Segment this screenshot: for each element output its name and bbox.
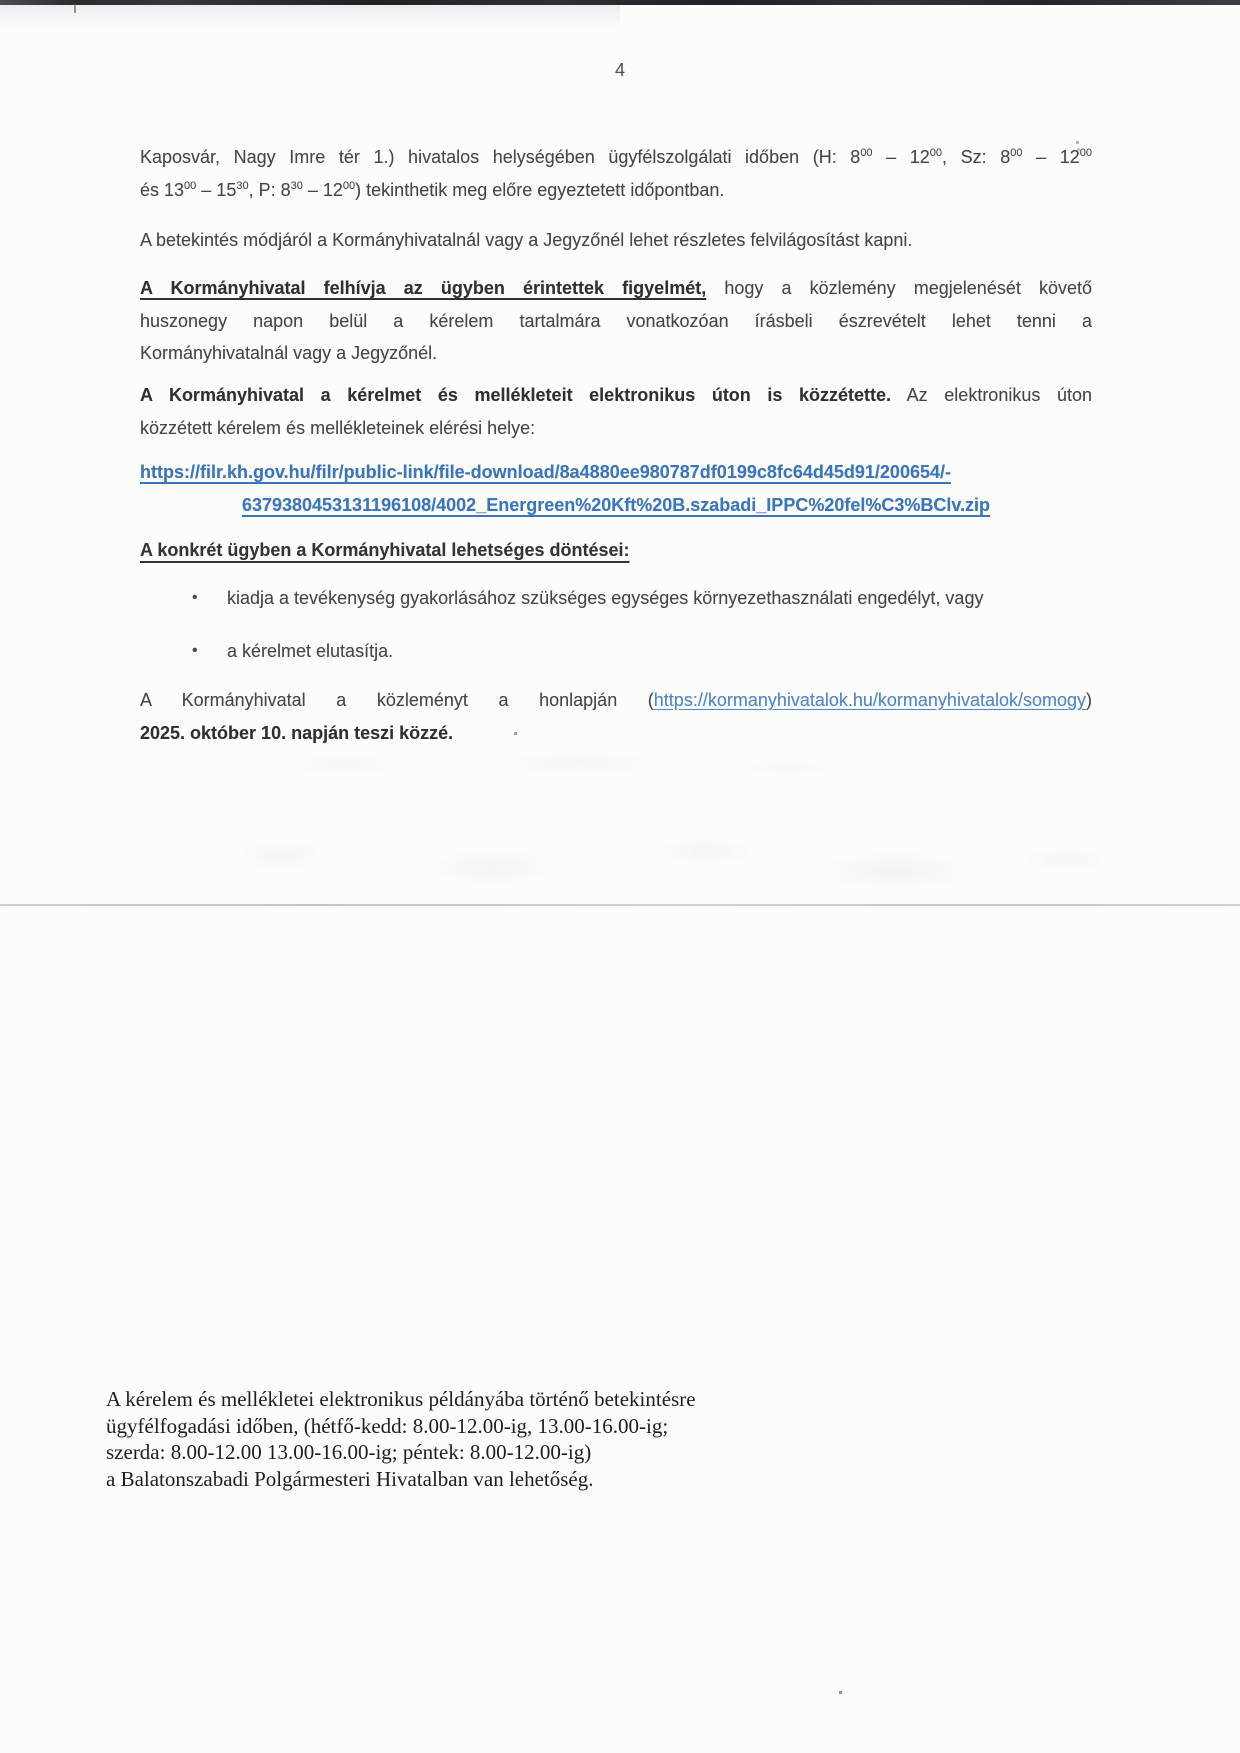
download-link [140, 456, 1092, 521]
decisions-heading: A konkrét ügyben a Kormányhivatal lehetséges döntései: [140, 540, 630, 560]
text-segment: és 13 [140, 179, 185, 200]
text-segment: , Sz: 8 [942, 147, 1011, 167]
superscript-hours: 30 [290, 179, 303, 192]
opening-hours-line2 [140, 174, 1092, 207]
superscript-hours: 30 [236, 179, 249, 192]
objection-line3: Kormányhivatalnál vagy a Jegyzőnél. [140, 343, 438, 363]
superscript-hours: 00 [184, 179, 197, 192]
website-line1 [140, 684, 1092, 717]
objection-lead-underlined: A Kormányhivatal felhívja az ügyben érintettek figyelmét, [140, 278, 707, 298]
footer-line: a Balatonszabadi Polgármesteri Hivatalban van lehetőség. [106, 1466, 594, 1491]
download-link-line1[interactable]: https://filr.kh.gov.hu/filr/public-link/file-download/8a4880ee980787df0199c8fc64d45d91/200654/- [140, 462, 951, 482]
text-segment: A Kormányhivatal a közleményt a honlapján ( [140, 690, 654, 710]
epub-lead-bold: A Kormányhivatal a kérelmet és mellékleteit elektronikus úton is közzétette. [140, 385, 892, 405]
decisions-bullet-list [140, 582, 1092, 687]
text-segment: hogy a közlemény megjelenését követő [706, 278, 1092, 298]
scan-top-shade [0, 5, 620, 29]
bullet-item-text: a kérelmet elutasítja. [227, 640, 394, 661]
objection-line2: huszonegy napon belül a kérelem tartalmára vonatkozóan írásbeli észrevételt lehet tenni a [140, 310, 1092, 331]
scan-seam-line [0, 904, 1240, 906]
text-segment: ) [1086, 690, 1092, 710]
footer-line: szerda: 8.00-12.00 13.00-16.00-ig; péntek: 8.00-12.00-ig) [106, 1440, 592, 1464]
text-segment: – 12 [872, 147, 930, 167]
superscript-hours: 00 [860, 147, 873, 159]
superscript-hours: 00 [342, 179, 356, 192]
paragraph-inspection-info: A betekintés módjáról a Kormányhivatalnál vagy a Jegyzőnél lehet részletes felvilágosítást kapni. [140, 230, 913, 250]
download-link-line2[interactable]: 6379380453131196108/4002_Energreen%20Kft%20B.szabadi_IPPC%20fel%C3%BClv.zip [241, 494, 991, 515]
bullet-icon: • [192, 641, 198, 659]
superscript-hours: 00 [929, 147, 943, 159]
text-segment: – 15 [196, 179, 237, 200]
page-number: 4 [614, 60, 625, 80]
paragraph-website-publication [140, 684, 1092, 749]
paragraph-electronic-publication [140, 379, 1092, 444]
footer-line: A kérelem és mellékletei elektronikus példányába történő betekintésre [106, 1387, 696, 1411]
objection-line1 [140, 272, 1092, 305]
superscript-hours: 00 [1010, 147, 1023, 159]
paragraph-opening-hours [140, 141, 1092, 206]
scan-specks [0, 0, 1, 1]
bullet-item-text: kiadja a tevékenység gyakorlásához szükséges egységes környezethasználati engedélyt, vagy [227, 588, 984, 608]
text-segment: Az elektronikus úton [891, 385, 1092, 405]
text-segment: ) tekinthetik meg előre egyeztetett időpontban. [355, 179, 725, 200]
publication-date-line: 2025. október 10. napján teszi közzé. [140, 722, 454, 743]
somogy-website-link[interactable]: https://kormanyhivatalok.hu/kormanyhivatalok/somogy [653, 690, 1086, 710]
scan-smudge-band [90, 824, 1150, 902]
text-segment: , P: 8 [248, 179, 291, 200]
text-segment: – 12 [1022, 147, 1080, 167]
list-item [140, 582, 1092, 615]
list-item [140, 635, 1092, 668]
footer-visit-info [106, 1386, 826, 1492]
footer-line: ügyfélfogadási időben, (hétfő-kedd: 8.00-12.00-ig, 13.00-16.00-ig; [106, 1413, 669, 1438]
bullet-icon: • [192, 589, 198, 606]
opening-hours-line1 [140, 141, 1092, 174]
epub-line1 [140, 379, 1092, 412]
text-segment: – 12 [302, 179, 343, 200]
text-segment: Kaposvár, Nagy Imre tér 1.) hivatalos helységében ügyfélszolgálati időben (H: 8 [140, 147, 861, 167]
epub-line2: közzétett kérelem és mellékleteinek elérési helye: [140, 417, 536, 438]
paragraph-objection-notice [140, 272, 1092, 370]
superscript-hours: 00 [1079, 147, 1092, 159]
